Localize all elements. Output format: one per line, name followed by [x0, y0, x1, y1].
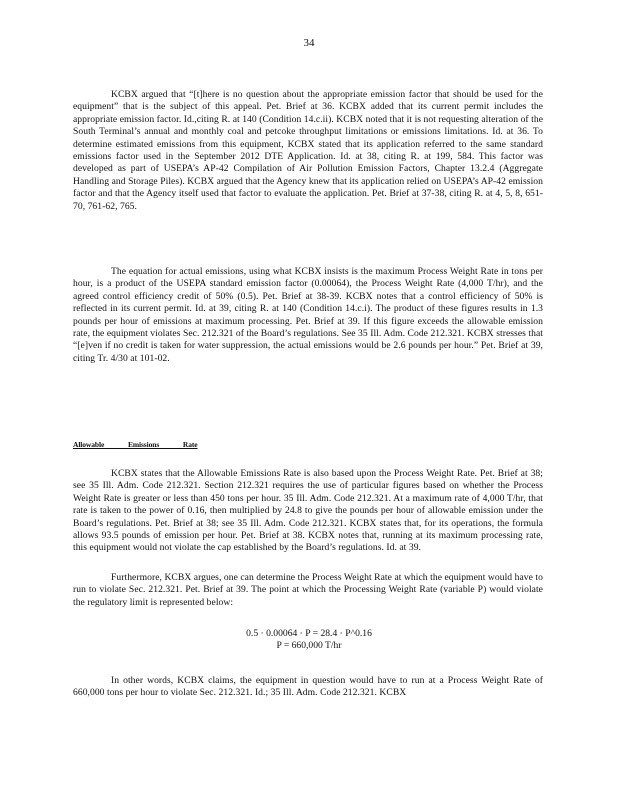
paragraph-process-weight: Furthermore, KCBX argues, one can determine the Process Weight Rate at which the equipment would have to run to violate Sec. 212.321. Pet. Brief at 39. The point at which the Processing Weight Rate (variable P) would violate the regulatory limit is represented below:: [73, 572, 543, 608]
page-number: 34: [303, 37, 315, 49]
paragraph-conclusion: In other words, KCBX claims, the equipment in question would have to run at a Process Weight Rate of 660,000 tons per hour to violate Sec. 212.321. Id.; 35 Ill. Adm. Code 212.321. KCBX: [73, 675, 543, 699]
equation-line-1: 0.5 · 0.00064 · P = 28.4 · P^0.16: [246, 628, 372, 639]
paragraph-actual-emissions: The equation for actual emissions, using what KCBX insists is the maximum Process Weight Rate in tons per hour, is a product of the USEPA standard emission factor (0.00064), the Process Weight Rate (4,000 T/hr), and the agreed control efficiency credit of 50% (0.5). Pet. Brief at 38-39. KCBX notes that a control efficiency of 50% is reflected in its current permit. Id. at 39, citing R. at 140 (Condition 14.c.i). The product of these figures results in 1.3 pounds per hour of emissions at maximum processing. Pet. Brief at 39. If this figure exceeds the allowable emission rate, the equipment violates Sec. 212.321 of the Board’s regulations. See 35 Ill. Adm. Code 212.321. KCBX stresses that “[e]ven if no credit is taken for water suppression, the actual emissions would be 2.6 pounds per hour.” Pet. Brief at 39, citing Tr. 4/30 at 101-02.: [73, 266, 543, 364]
paragraph-allowable-rate: KCBX states that the Allowable Emissions Rate is also based upon the Process Weight Rate. Pet. Brief at 38; see 35 Ill. Adm. Code 212.321. Section 212.321 requires the use of particular figures based on whether the Process Weight Rate is greater or less than 450 tons per hour. 35 Ill. Adm. Code 212.321. At a maximum rate of 4,000 T/hr, that rate is taken to the power of 0.16, then multiplied by 24.8 to give the pounds per hour of allowable emission under the Board’s regulations. Pet. Brief at 38; see 35 Ill. Adm. Code 212.321. KCBX states that, for its operations, the formula allows 93.5 pounds of emission per hour. Pet. Brief at 38. KCBX notes that, running at its maximum processing rate, this equipment would not violate the cap established by the Board’s regulations. Id. at 39.: [73, 468, 543, 554]
paragraph-emission-factor: KCBX argued that “[t]here is no question about the appropriate emission factor that should be used for the equipment” that is the subject of this appeal. Pet. Brief at 36. KCBX added that its current permit includes the appropriate emission factor. Id.,citing R. at 140 (Condition 14.c.ii). KCBX noted that it is not requesting alteration of the South Terminal’s annual and monthly coal and petcoke throughput limitations or emissions limitations. Id. at 36. To determine estimated emissions from this equipment, KCBX stated that its application referred to the same standard emissions factor used in the September 2012 DTE Application. Id. at 38, citing R. at 199, 584. This factor was developed as part of USEPA’s AP-42 Compilation of Air Pollution Emission Factors, Chapter 13.2.4 (Aggregate Handling and Storage Piles). KCBX argued that the Agency knew that its application relied on USEPA’s AP-42 emission factor and that the Agency itself used that factor to evaluate the application. Pet. Brief at 37-38, citing R. at 4, 5, 8, 651-70, 761-62, 765.: [73, 89, 543, 212]
equation-line-2: P = 660,000 T/hr: [276, 640, 342, 651]
section-heading: Allowable Emissions Rate: [73, 440, 198, 449]
